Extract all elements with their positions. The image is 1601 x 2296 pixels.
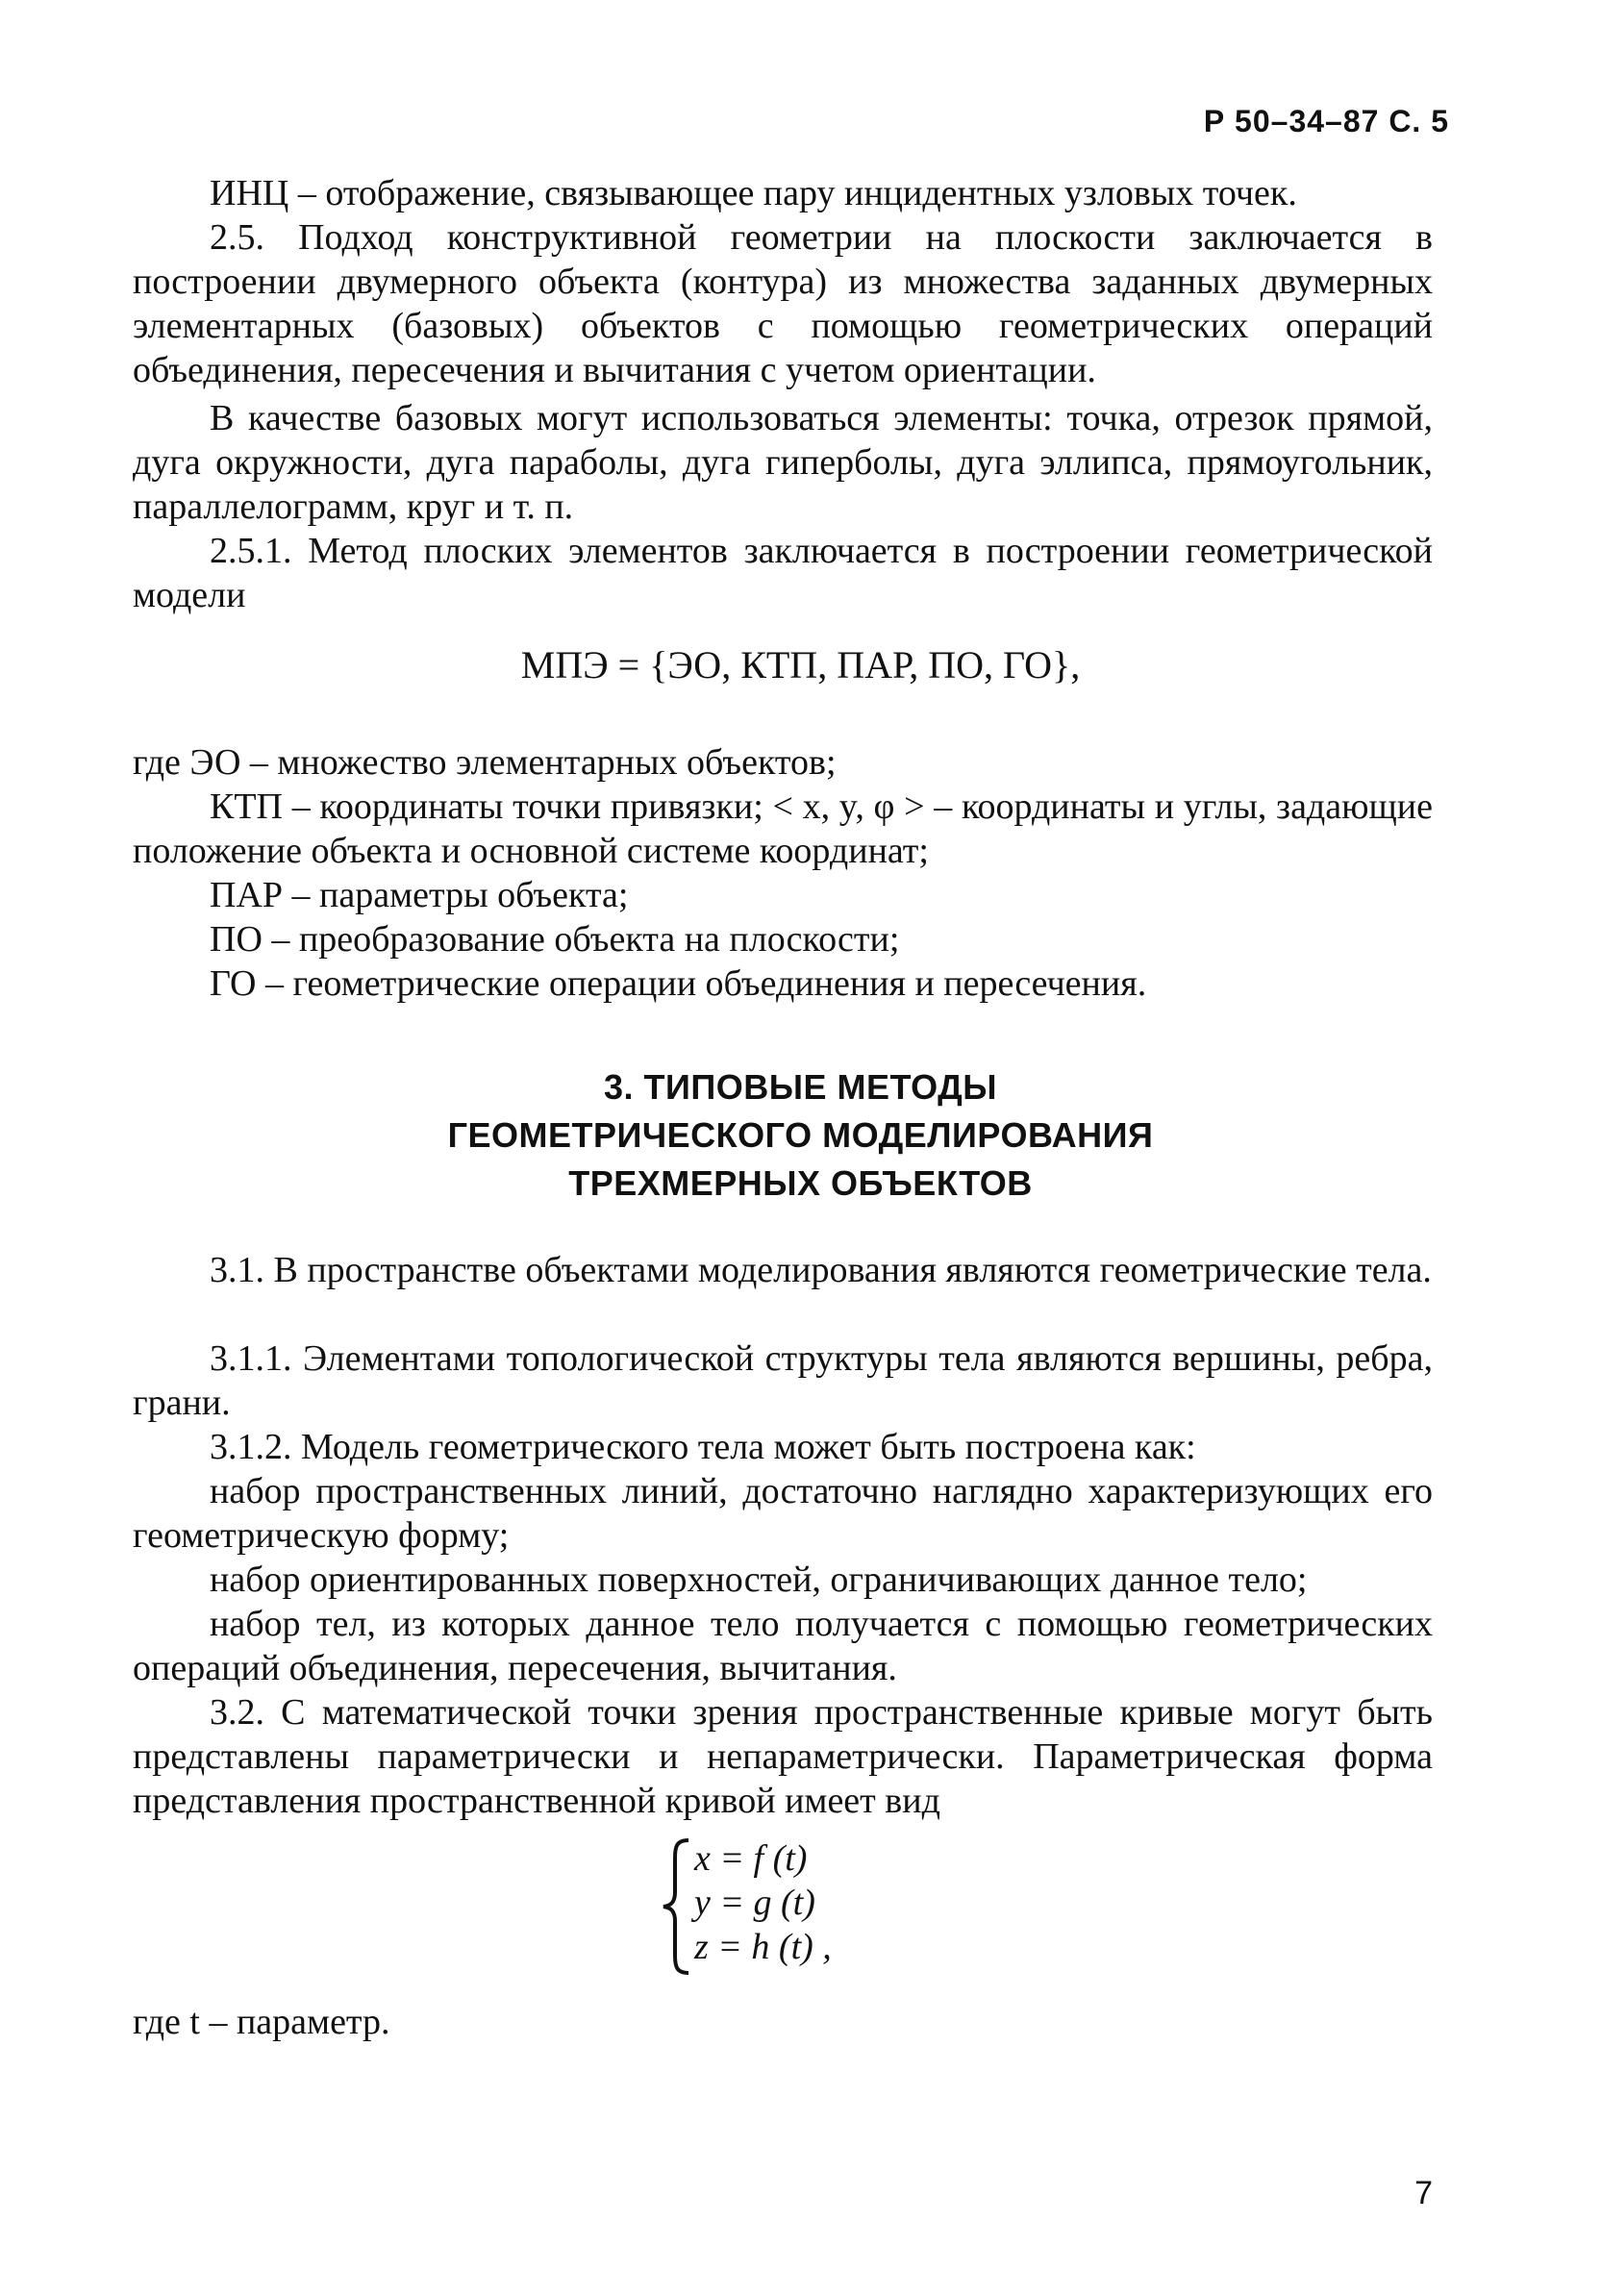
definition-po: ПО – преобразование объекта на плоскости; <box>210 919 900 960</box>
definition-ktp: КТП – координаты точки привязки; < x, y, φ > – координаты и углы, задающие положение объекта и основной системе координат; <box>133 786 1433 871</box>
list-item-lines: набор пространственных линий, достаточно наглядно характеризующих его геометрическую форму; <box>133 1471 1433 1556</box>
definition-par: ПАР – параметры объекта; <box>210 875 629 915</box>
list-item-surfaces: набор ориентированных поверхностей, ограничивающих данное тело; <box>210 1560 1308 1600</box>
page-number: 7 <box>1414 2175 1433 2211</box>
definition-eo: где ЭО – множество элементарных объектов; <box>133 742 837 783</box>
section-heading-line-3: ТРЕХМЕРНЫХ ОБЪЕКТОВ <box>568 1163 1033 1203</box>
paragraph-inc: ИНЦ – отображение, связывающее пару инцидентных узловых точек. <box>210 173 1297 213</box>
equation-z: z = h (t) , <box>694 1927 832 1967</box>
curly-brace-icon <box>660 1834 692 1979</box>
paragraph-2-5-1: 2.5.1. Метод плоских элементов заключается в построении геометрической модели <box>133 531 1433 615</box>
section-heading-line-2: ГЕОМЕТРИЧЕСКОГО МОДЕЛИРОВАНИЯ <box>447 1115 1154 1155</box>
equation-y: y = g (t) <box>694 1883 815 1923</box>
list-item-bodies: набор тел, из которых данное тело получается с помощью геометрических операций объединения, пересечения, вычитания. <box>133 1604 1433 1688</box>
paragraph-3-1: 3.1. В пространстве объектами моделирования являются геометрические тела. <box>210 1250 1432 1290</box>
paragraph-3-2: 3.2. С математической точки зрения пространственные кривые могут быть представлены параметрически и непараметрически. Параметрическая форма представления пространственной кривой имеет вид <box>133 1692 1433 1821</box>
document-code-header: Р 50–34–87 С. 5 <box>1203 104 1449 138</box>
paragraph-base-elements: В качестве базовых могут использоваться элементы: точка, отрезок прямой, дуга окружности, дуга параболы, дуга гиперболы, дуга эллипса, прямоугольник, параллелограмм, круг и т. п. <box>133 398 1433 527</box>
section-heading <box>0 1063 1601 1208</box>
definition-go: ГО – геометрические операции объединения и пересечения. <box>210 963 1147 1004</box>
formula-mpe: МПЭ = {ЭО, КТП, ПАР, ПО, ГО}, <box>520 643 1081 686</box>
equation-x: x = f (t) <box>694 1838 808 1879</box>
parametric-equation-system <box>660 1834 890 1979</box>
paragraph-2-5: 2.5. Подход конструктивной геометрии на плоскости заключается в построении двумерного объекта (контура) из множества заданных двумерных элементарных (базовых) объектов с помощью геометрических операций объединения, пересечения и вычитания с учетом ориентации. <box>133 217 1433 390</box>
parameter-definition: где t – параметр. <box>133 2002 390 2042</box>
section-heading-line-1: 3. ТИПОВЫЕ МЕТОДЫ <box>603 1067 998 1107</box>
paragraph-3-1-2: 3.1.2. Модель геометрического тела может быть построена как: <box>210 1427 1196 1467</box>
paragraph-3-1-1: 3.1.1. Элементами топологической структуры тела являются вершины, ребра, грани. <box>133 1338 1433 1423</box>
